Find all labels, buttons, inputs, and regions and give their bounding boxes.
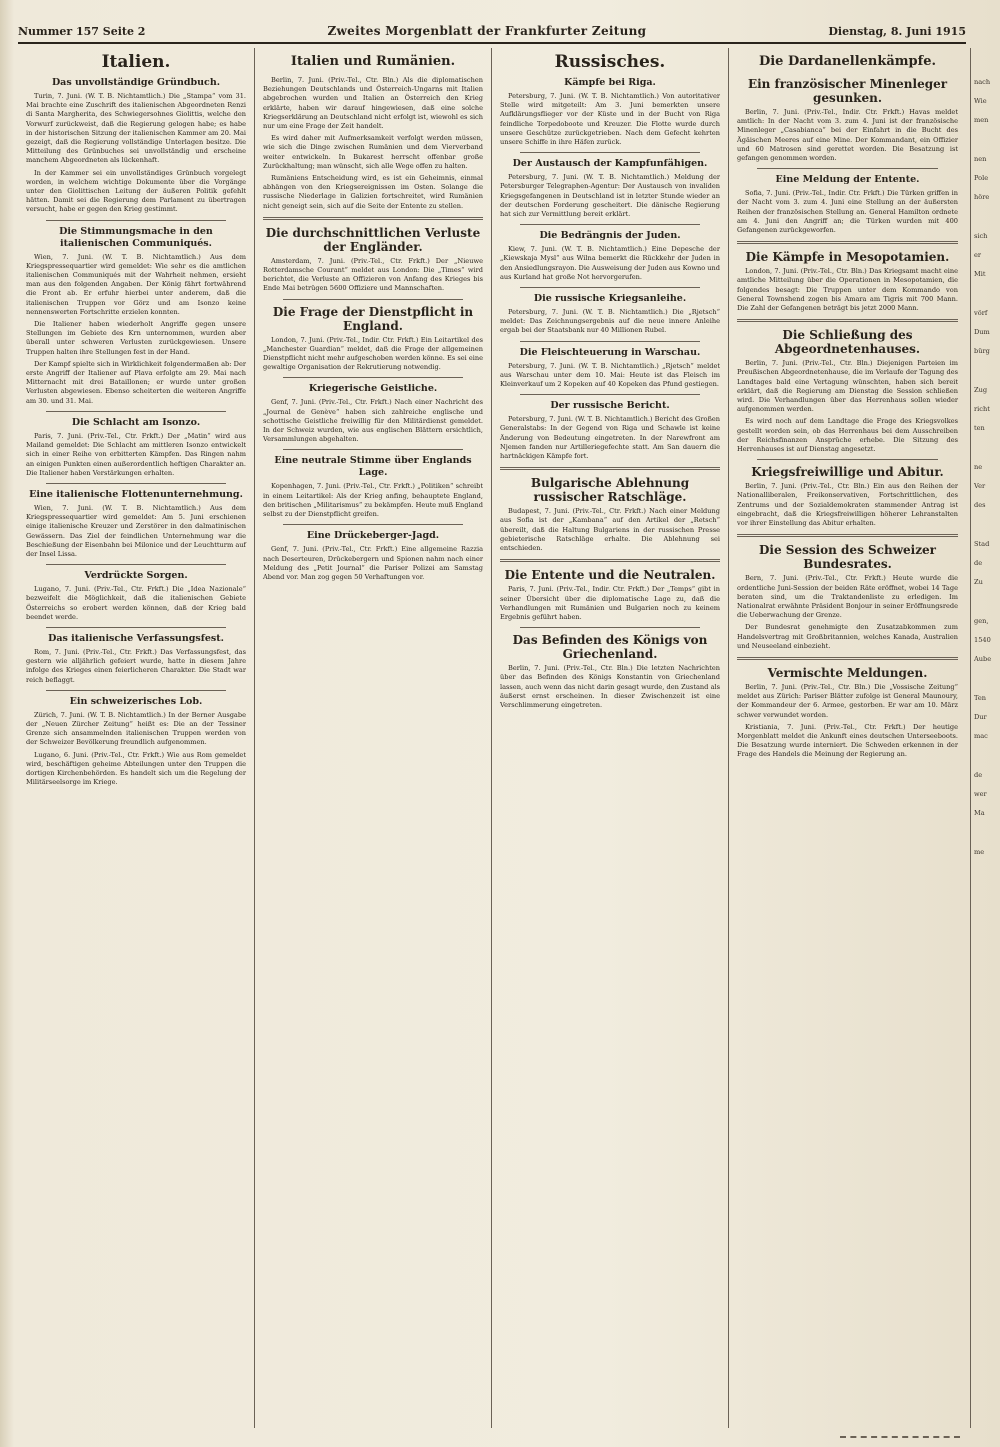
strip-fragment: höre	[974, 193, 990, 201]
divider	[757, 459, 938, 460]
strip-fragment: nach	[974, 78, 991, 86]
divider	[46, 564, 226, 565]
article-heading: Kämpfe bei Riga.	[564, 77, 656, 88]
divider	[46, 220, 226, 221]
ink-flourish	[840, 1430, 960, 1438]
article-paragraph: Budapest, 7. Juni. (Priv.-Tel., Ctr. Frkft.) Nach einer Meldung aus Sofia ist der „Kambana“ auf den Artikel der „Retsch“ übereilt, daß die Haltung Bulgariens in der russischen Presse gebieterische Ratschläge erhalte. Die Ablehnung sei entschieden.	[500, 507, 720, 553]
article-paragraph: Wien, 7. Juni. (W. T. B. Nichtamtlich.) Aus dem Kriegspressequartier wird gemeldet: Wie sehr es die amtlichen italienischen Communiqués mit der Wahrheit nehmen, ersieht man aus den folgenden Angaben. Der König fährt fortwährend die Front ab. Er erfuhr hierbei unter anderem, daß die italienischen Truppen vor Görz und am Isonzo keine nennenswerten Fortschritte erzielen konnten.	[26, 252, 246, 316]
strip-fragment: de	[974, 771, 983, 779]
article-paragraph: Genf, 7. Juni. (Priv.-Tel., Ctr. Frkft.) Nach einer Nachricht des „Journal de Genève“ haben sich zahlreiche englische und schottische Geistliche freiwillig für den Militärdienst gemeldet. In der Schweiz wurden, wie aus englischen Blättern ersichtlich, Versammlungen abgehalten.	[263, 398, 483, 444]
strip-fragment: richt	[974, 405, 990, 413]
article-heading: Ein schweizerisches Lob.	[69, 695, 203, 707]
article-paragraph: Es wird noch auf dem Landtage die Frage des Kriegsvolkes gestellt worden sein, ob das Herrenhaus bei dem Ausschreiben der Reichsfinanzen Ansprüche erhebe. Die Sitzung des Herrenhauses ist auf Dienstag angesetzt.	[737, 417, 958, 454]
divider	[46, 483, 226, 484]
strip-fragment: de	[974, 559, 983, 567]
article-paragraph: Rumäniens Entscheidung wird, es ist ein Geheimnis, einmal abhängen von den Kriegsereignissen im Osten. Solange die russische Niederlage in Galizien fortschreitet, wird Rumänien nicht geneigt sein, sich auf die Seite der Entente zu stellen.	[263, 174, 483, 210]
divider	[520, 394, 700, 395]
article-paragraph: Berlin, 7. Juni. (Priv.-Tel., Indir. Ctr. Frkft.) Havas meldet amtlich: In der Nacht vom 3. zum 4. Juni ist der französische Minenleger „Casabianca“ bei der Einfahrt in die Bucht des Ägäischen Meeres auf eine Mine. Der Kommandant, ein Offizier und 60 Matrosen sind gerettet worden. Die Besatzung ist gefangen genommen worden.	[737, 108, 958, 163]
article-paragraph: Petersburg, 7. Juni. (W. T. B. Nichtamtlich.) Meldung der Petersburger Telegraphen-Agentur: Der Austausch von invaliden Kriegsgefangenen in Deutschland ist in letzter Stunde wieder an der deutschen Forderung gescheitert. Die dänische Regierung hat sich zur Vermittlung bereit erklärt.	[500, 173, 720, 219]
divider	[500, 467, 720, 470]
strip-fragment: Ma	[974, 809, 985, 817]
article-heading: Eine Drückeberger-Jagd.	[306, 530, 440, 542]
article-paragraph: Zürich, 7. Juni. (W. T. B. Nichtamtlich.) In der Berner Ausgabe der „Neuen Zürcher Zeitung“ heißt es: Die an der Tessiner Grenze sich ansammelnden italienischen Truppen werden von der Schweizer Bevölkerung freundlich aufgenommen.	[26, 710, 246, 747]
article-heading: Die Session des Schweizer Bundesrates.	[758, 543, 936, 572]
strip-fragment: ten	[974, 424, 985, 432]
article-paragraph: Amsterdam, 7. Juni. (Priv.-Tel., Ctr. Frkft.) Der „Nieuwe Rotterdamsche Courant“ meldet aus London: Die „Times“ wird berichtet, die Verluste an Offizieren von Anfang des Krieges bis Ende Mai betrügen 5600 Offiziere und Mannschaften.	[263, 256, 483, 293]
article-paragraph: Kiew, 7. Juni. (W. T. B. Nichtamtlich.) Eine Depesche der „Kiewskaja Mysl“ aus Wilna bemerkt die Rückkehr der Juden in den Ansiedlungsrayon. Die Ausweisung der Juden aus Kowno und aus Kurland hat große Not hervorgerufen.	[500, 245, 720, 281]
article-paragraph: Die Italiener haben wiederholt Angriffe gegen unsere Stellungen im Gebiete des Krn unternommen, wurden aber überall unter schweren Verlusten zurückgewiesen. Unsere Truppen halten ihre Stellungen fest in der Hand.	[26, 320, 246, 356]
article-heading: Der russische Bericht.	[550, 400, 670, 412]
section-title: Russisches.	[554, 52, 666, 72]
article-heading: Die Schließung des Abgeordnetenhauses.	[774, 328, 921, 357]
section-title: Italien.	[101, 52, 171, 72]
strip-fragment: Aube	[974, 655, 992, 663]
article-paragraph: London, 7. Juni. (Priv.-Tel., Indir. Ctr. Frkft.) Ein Leitartikel des „Manchester Guardian“ meldet, daß die Frage der allgemeinen Dienstpflicht nicht mehr aufgeschoben werden könne. Es sei eine gewaltige Organisation der Rekrutierung notwendig.	[263, 335, 483, 372]
article-paragraph: Berlin, 7. Juni. (Priv.-Tel., Ctr. Bln.) Diejenigen Parteien im Preußischen Abgeordnetenhause, die im Verlaufe der Tagung des Landtages bald eine Vertagung wünschten, haben sich bereit erklärt, daß die Regierung am Dienstag die Session schließen wird. Die Verhandlungen über das Herrenhaus sollen wieder aufgenommen werden.	[737, 359, 958, 414]
divider	[283, 524, 463, 525]
strip-fragment: Zug	[974, 386, 988, 394]
article-heading: Kriegerische Geistliche.	[308, 383, 438, 395]
article-heading: Das unvollständige Gründbuch.	[51, 77, 221, 88]
article-paragraph: Kopenhagen, 7. Juni. (Priv.-Tel., Ctr. Frkft.) „Politiken“ schreibt in einem Leitartikel: Als der Krieg anfing, behauptete England, den britischen „Militarismus“ zu bekämpfen. Heute muß England selbst zu der Dienstpflicht greifen.	[263, 482, 483, 519]
column-italien	[18, 48, 255, 1428]
strip-fragment: Ten	[974, 694, 987, 702]
divider	[283, 377, 463, 378]
article-heading: Die Stimmungsmache in den italienischen Communiqués.	[59, 225, 213, 249]
divider	[46, 690, 226, 691]
article-paragraph: Berlin, 7. Juni. (Priv.-Tel., Ctr. Bln.) Als die diplomatischen Beziehungen Deutschlands und Österreich-Ungarns mit Italien abgebrochen wurden und Italien an Österreich den Krieg erklärte, haben wir darauf hingewiesen, daß eine solche Kriegserklärung an Deutschland nicht erfolgt ist, wiewohl es sich nur um eine Frage der Zeit handelt.	[263, 76, 483, 131]
section-title: Italien und Rumänien.	[290, 54, 456, 69]
issue-number: Nummer 157 Seite 2	[18, 24, 146, 38]
strip-fragment: Wie	[974, 97, 987, 105]
article-paragraph: Lugano, 7. Juni. (Priv.-Tel., Ctr. Frkft.) Die „Idea Nazionale“ bezweifelt die Möglichkeit, daß die italienischen Gebiete Österreichs so erobert werden können, daß der Krieg bald beendet werde.	[26, 585, 246, 621]
article-paragraph: Der Kampf spielte sich in Wirklichkeit folgendermaßen ab: Der erste Angriff der Italiener auf Plava erfolgte am 29. Mai nach Mitternacht mit drei Bataillonen; er wurde unter großen Verlusten abgewiesen. Ebenso scheiterten die weiteren Angriffe am 30. und 31. Mai.	[26, 359, 246, 405]
article-heading: Kriegsfreiwillige und Abitur.	[751, 465, 944, 480]
article-heading: Die Schlacht am Isonzo.	[71, 416, 201, 428]
article-paragraph: Berlin, 7. Juni. (Priv.-Tel., Ctr. Bln.) Ein aus den Reihen der Nationalliberalen, Freikonservativen, Fortschrittlichen, des Zentrums und der Sozialdemokraten stammender Antrag ist eingebracht, daß die Kriegsfreiwilligen höherer Lehranstalten vor ihrer Einstellung das Abitur erhalten.	[737, 482, 958, 528]
strip-fragment: nen	[974, 155, 987, 163]
divider	[737, 657, 958, 660]
divider	[46, 411, 226, 412]
column-russisches	[492, 48, 729, 1428]
paper-title: Zweites Morgenblatt der Frankfurter Zeitung	[327, 24, 647, 38]
article-heading: Eine neutrale Stimme über Englands Lage.	[274, 455, 472, 479]
article-heading: Eine italienische Flottenunternehmung.	[29, 488, 243, 500]
strip-fragment: des	[974, 501, 986, 509]
article-paragraph: Genf, 7. Juni. (Priv.-Tel., Ctr. Frkft.) Eine allgemeine Razzia nach Deserteuren, Drückebergern und Spionen nahm nach einer Meldung des „Petit Journal“ die Pariser Polizei am Samstag Abend vor. Man zog gegen 50 Verhaftungen vor.	[263, 545, 483, 581]
divider	[737, 241, 958, 244]
article-paragraph: Wien, 7. Juni. (W. T. B. Nichtamtlich.) Aus dem Kriegspressequartier wird gemeldet: Am 5. Juni erschienen einige italienische Kreuzer und Zerstörer in den dalmatinischen Gewässern. Das Ziel der feindlichen Unternehmung war die Beschießung der Eisenbahn bei Milonice und der Leuchtturm auf der Insel Lissa.	[26, 503, 246, 558]
divider	[737, 319, 958, 322]
divider	[283, 449, 463, 450]
article-heading: Ein französischer Minenleger gesunken.	[747, 77, 948, 105]
article-heading: Die Frage der Dienstpflicht in England.	[272, 304, 474, 333]
article-paragraph: Rom, 7. Juni. (Priv.-Tel., Ctr. Frkft.) Das Verfassungsfest, das gestern wie alljährlich gefeiert wurde, hatte in diesem Jahre infolge des Krieges einen feierlicheren Charakter. Die Stadt war reich beflaggt.	[26, 647, 246, 684]
strip-fragment: Pole	[974, 174, 989, 182]
issue-date: Dienstag, 8. Juni 1915	[828, 24, 966, 38]
strip-fragment: vörf	[974, 309, 988, 317]
strip-fragment: sich	[974, 232, 988, 240]
article-heading: Die Kämpfe in Mesopotamien.	[745, 250, 950, 265]
article-heading: Das Befinden des Königs von Griechenland.	[512, 633, 708, 662]
article-heading: Der Austausch der Kampfunfähigen.	[512, 158, 708, 170]
article-paragraph: Petersburg, 7. Juni. (W. T. B. Nichtamtlich.) „Rjetsch“ meldet aus Warschau unter dem 10. Mai: Heute ist das Fleisch im Kleinverkauf um 2 Kopeken auf 40 Kopeken das Pfund gestiegen.	[500, 361, 720, 389]
strip-fragment: mac	[974, 732, 988, 740]
strip-fragment: Mit	[974, 270, 986, 278]
column-dardanellen	[729, 48, 966, 1428]
article-paragraph: Es wird daher mit Aufmerksamkeit verfolgt werden müssen, wie sich die Dinge zwischen Rumänien und dem Vierverband weiter entwickeln. In Bukarest herrscht offenbar große Zurückhaltung; man wünscht, sich alle Wege offen zu halten.	[263, 134, 483, 170]
article-heading: Die durchschnittlichen Verluste der Engländer.	[265, 225, 481, 254]
columns	[18, 48, 966, 1428]
divider	[737, 534, 958, 537]
divider	[520, 287, 700, 288]
article-heading: Verdrückte Sorgen.	[84, 570, 188, 582]
article-paragraph: London, 7. Juni. (Priv.-Tel., Ctr. Bln.) Das Kriegsamt macht eine amtliche Mitteilung über die Operationen in Mesopotamien, die folgendes besagt: Die Truppen unter dem Kommando von General Townshend zogen bis Amara am Tigris mit 700 Mann. Die Zahl der Gefangenen beträgt bis jetzt 2000 Mann.	[737, 267, 958, 313]
article-paragraph: Der Bundesrat genehmigte den Zusatzabkommen zum Handelsvertrag mit Großbritannien, welches Kanada, Australien und Neuseeland einbezieht.	[737, 623, 958, 650]
strip-fragment: er	[974, 251, 982, 259]
strip-fragment: bürg	[974, 347, 990, 355]
article-paragraph: Paris, 7. Juni. (Priv.-Tel., Indir. Ctr. Frkft.) Der „Temps“ gibt in seiner Übersicht über die diplomatische Lage zu, daß die Verhandlungen mit Rumänien und Bulgarien noch zu keinem Ergebnis geführt haben.	[500, 585, 720, 621]
strip-fragment: 1540	[974, 636, 991, 644]
strip-fragment: Stad	[974, 540, 990, 548]
article-heading: Vermischte Meldungen.	[767, 665, 928, 680]
divider	[520, 224, 700, 225]
strip-fragment: ne	[974, 463, 983, 471]
article-paragraph: Bern, 7. Juni. (Priv.-Tel., Ctr. Frkft.) Heute wurde die ordentliche Juni-Session der beiden Räte eröffnet, wobei 14 Tage beraten sind, um die Traktandenliste zu erledigen. Im Nationalrat erwähnte Präsident Bonjour in seiner Eröffnungsrede die Ueberwachung der Grenze.	[737, 574, 958, 620]
column-italien-rumaenien	[255, 48, 492, 1428]
article-paragraph: In der Kammer sei ein unvollständiges Grünbuch vorgelegt worden, in welchem wichtige Dokumente über die Vorgänge unter den Giolittischen Leitung der äußeren Politik gefehlt hätten. Damit sei die Regierung dem Parlament zu übertragen versucht, habe er gegen den Krieg gestimmt.	[26, 168, 246, 214]
strip-fragment: Dur	[974, 713, 987, 721]
divider	[757, 168, 938, 169]
strip-fragment: Ver	[974, 482, 986, 490]
divider	[520, 341, 700, 342]
article-heading: Die Fleischteuerung in Warschau.	[519, 346, 701, 358]
strip-fragment: gen,	[974, 617, 989, 625]
divider	[263, 217, 483, 220]
divider	[520, 627, 700, 628]
article-heading: Eine Meldung der Entente.	[775, 174, 920, 186]
adjacent-page-strip	[970, 48, 1000, 1428]
strip-fragment: men	[974, 116, 989, 124]
divider	[520, 152, 700, 153]
masthead	[18, 20, 966, 44]
article-heading: Die Entente und die Neutralen.	[504, 568, 716, 583]
article-paragraph: Petersburg, 7. Juni. (W. T. B. Nichtamtlich.) Bericht des Großen Generalstabs: In der Gegend von Riga und Schawle ist keine Änderung von Bedeutung eingetreten. In der Narewfront am Njemen fanden nur Artilleriegefechte statt. Am San dauern die hartnäckigen Kämpfe fort.	[500, 415, 720, 461]
article-paragraph: Lugano, 6. Juni. (Priv.-Tel., Ctr. Frkft.) Wie aus Rom gemeldet wird, beschäftigen geheime Abteilungen unter den Truppen die dortigen Kirchenbehörden. Es handelt sich um die Regelung der Militärseelsorge im Kriege.	[26, 750, 246, 787]
divider	[46, 627, 226, 628]
strip-fragment: Zu	[974, 578, 983, 586]
article-heading: Bulgarische Ablehnung russischer Ratschläge.	[530, 476, 690, 505]
article-paragraph: Kristiania, 7. Juni. (Priv.-Tel., Ctr. Frkft.) Der heutige Morgenblatt meldet die Ankunft eines deutschen Unterseeboots. Die Besatzung wurde interniert. Die Schweden erkennen in der Frage des Handels die Meinung der Regierung an.	[737, 722, 958, 759]
article-paragraph: Berlin, 7. Juni. (Priv.-Tel., Ctr. Bln.) Die „Vossische Zeitung“ meldet aus Zürich: Pariser Blätter zufolge ist General Maunoury, der Kommandeur der 6. Armee, gestorben. Er war am 10. März schwer verwundet worden.	[737, 682, 958, 719]
article-heading: Die russische Kriegsanleihe.	[533, 293, 687, 305]
article-paragraph: Petersburg, 7. Juni. (W. T. B. Nichtamtlich.) Von autoritativer Stelle wird mitgeteilt: Am 3. Juni bemerkten unsere Aufklärungsflieger vor der Küste und in der Bucht von Riga feindliche Torpedoboote und Kreuzer. Die Flotte wurde durch unsere Geschütze zurückgetrieben. Nach dem Gefecht kehrten unsere Schiffe in ihre Häfen zurück.	[500, 92, 720, 147]
section-title: Die Dardanellenkämpfe.	[758, 54, 937, 69]
article-paragraph: Berlin, 7. Juni. (Priv.-Tel., Ctr. Bln.) Die letzten Nachrichten über das Befinden des Königs Konstantin von Griechenland lassen, auch wenn das nicht darin gesagt wurde, den Zustand als äußerst ernst erscheinen. In dieser Zwischenzeit ist eine Verschlimmerung eingetreten.	[500, 664, 720, 709]
article-paragraph: Paris, 7. Juni. (Priv.-Tel., Ctr. Frkft.) Der „Matin“ wird aus Mailand gemeldet: Die Schlacht am mittleren Isonzo entwickelt sich in einer Reihe von erbitterten Kämpfen. Das Ringen nahm an einigen Punkten einen außerordentlich heftigen Charakter an. Die Italiener haben Verstärkungen erhalten.	[26, 431, 246, 477]
article-paragraph: Sofia, 7. Juni. (Priv.-Tel., Indir. Ctr. Frkft.) Die Türken griffen in der Nacht vom 3. zum 4. Juni eine Stellung an der äußersten Reihen der französischen Stellung an. General Hamilton ordnete am 4. Juni den Angriff an; die Türken wurden mit 400 Gefangenen zurückgeworfen.	[737, 189, 958, 235]
article-heading: Die Bedrängnis der Juden.	[539, 230, 681, 242]
article-heading: Das italienische Verfassungsfest.	[48, 632, 224, 644]
strip-fragment: wer	[974, 790, 987, 798]
strip-fragment: Dum	[974, 328, 990, 336]
article-paragraph: Petersburg, 7. Juni. (W. T. B. Nichtamtlich.) Die „Rjetsch“ meldet: Das Zeichnungsergebnis auf die neue innere Anleihe ergab bei der Staatsbank nur 40 Millionen Rubel.	[500, 308, 720, 335]
divider	[283, 299, 463, 300]
divider	[500, 559, 720, 562]
article-paragraph: Turin, 7. Juni. (W. T. B. Nichtamtlich.) Die „Stampa“ vom 31. Mai brachte eine Zuschrift des italienischen Abgeordneten Renzi di Santa Margherita, des Schwiegersohnes Giolittis, welche den Vorwurf zurückweist, daß die Regierung gelogen habe; es habe in der historischen Sitzung der italienischen Kammer am 20. Mai gezeigt, daß die Regierung vollständige Unterlagen besitze. Die Mitteilung des Grünbuches sei unvollständig und erscheine manchem Abgeordneten als lückenhaft.	[26, 92, 246, 165]
strip-fragment: me	[974, 848, 985, 856]
